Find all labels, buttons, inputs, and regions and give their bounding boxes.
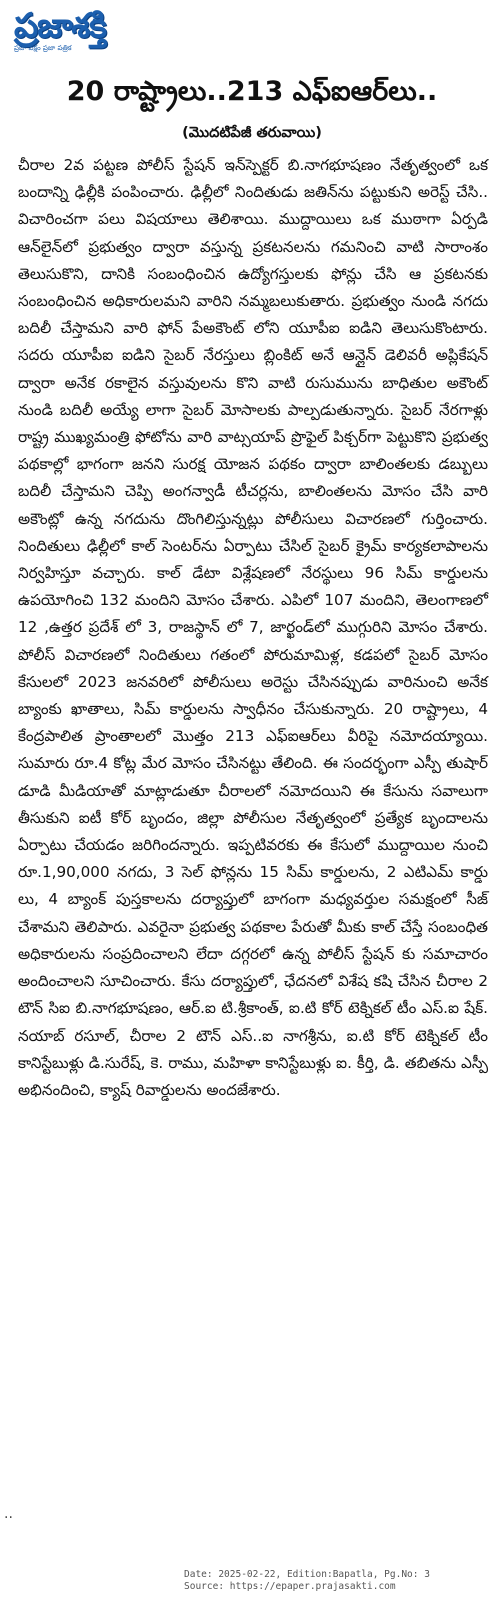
logo-tagline: ప్రజా పక్షం ప్రజా పత్రిక — [14, 44, 72, 52]
article-headline: 20 రాష్ట్రాలు..213 ఎఫ్‌ఐఆర్‌లు.. — [66, 76, 438, 107]
article-body — [18, 152, 488, 1104]
footer-source-line: Source: https://epaper.prajasakti.com — [184, 1581, 396, 1592]
article-paragraph: చీరాల 2వ పట్టణ పోలీస్ స్టేషన్ ఇన్‌స్పెక్టర్ బి.నాగభూషణం నేతృత్వంలో ఒక బందాన్ని ఢిల్లీకి పంపించారు. ఢిల్లీలో నిందితుడు జతిన్‌ను పట్టుకుని అరెస్ట్ చేసి.. విచారించగా పలు విషయాలు తెలిశాయి. ముద్దాయిలు ఒక ముఠాగా ఏర్పడి ఆన్‌లైన్‌లో ప్రభుత్వం ద్వారా వస్తున్న ప్రకటనలను గమనించి వాటి సారాంశం తెలుసుకొని, దానికి సంబంధించిన ఉద్యోగస్తులకు ఫోన్లు చేసి ఆ ప్రకటనకు సంబంధించిన అధికారులమని వారిని నమ్మబలుకుతారు. ప్రభుత్వం నుండి నగదు బదిలీ చేస్తామని వారి ఫోన్ పేఅకౌంట్ లోని యూపీఐ ఐడిని తెలుసుకొంటారు. సదరు యూపీఐ ఐడిని సైబర్ నేరస్తులు బ్లింకిట్ అనే ఆన్లైన్ డెలివరీ అప్లికేషన్ ద్వారా అనేక రకాలైన వస్తువులను కొని వాటి రుసుమును బాధితుల అకౌంట్ నుండి బదిలీ అయ్యే లాగా సైబర్ మోసాలకు పాల్పడుతున్నారు. సైబర్ నేరగాళ్లు రాష్ట్ర ముఖ్యమంత్రి ఫోటోను వారి వాట్సయాప్ ప్రొఫైల్ పిక్చర్‌గా పెట్టుకొని ప్రభుత్వ పథకాల్లో భాగంగా జనని సురక్ష యోజన పథకం ద్వారా బాలింతలకు డబ్బులు బదిలీ చేస్తామని చెప్పి అంగన్వాడీ టీచర్లను, బాలింతలను మోసం చేసి వారి అకౌంట్లో ఉన్న నగదును దొంగిలిస్తున్నట్లు పోలీసులు విచారణలో గుర్తించారు. నిందితులు ఢిల్లీలో కాల్ సెంటర్‌ను ఏర్పాటు చేసిల్ సైబర్ క్రైమ్ కార్యకలాపాలను నిర్వహిస్తూ వచ్చారు. కాల్ డేటా విశ్లేషణలో నేరస్థులు 96 సిమ్ కార్డులను ఉపయోగించి 132 మందిని మోసం చేశారు. ఎపిలో 107 మందిని, తెలంగాణలో 12 ,ఉత్తర ప్రదేశ్ లో 3, రాజస్థాన్ లో 7, జార్ఖండ్‌లో ముగ్గురిని మోసం చేశారు. పోలీస్ విచారణలో నిందితులు గతంలో పోరుమామిళ్ల, కడపలో సైబర్ మోసం కేసులలో 2023 జనవరిలో పోలీసులు అరెస్టు చేసినప్పుడు వారినుంచి అనేక బ్యాంకు ఖాతాలు, సిమ్ కార్డులను స్వాధీనం చేసుకున్నారు. 20 రాష్ట్రాలు, 4 కేంద్రపాలిత ప్రాంతాలలో మొత్తం 213 ఎఫ్ఐఆర్‌లు వీరిపై నమోదయ్యాయి. సుమారు రూ.4 కోట్ల మేర మోసం చేసినట్టు తేలింది. ఈ సందర్భంగా ఎస్పీ తుషార్ డూడి మీడియాతో మాట్లాడుతూ చీరాలలో నమోదయిని ఈ కేసును సవాలుగా తీసుకుని ఐటీ కోర్ బృందం, జిల్లా పోలీసుల నేతృత్వంలో ప్రత్యేక బృందాలను ఏర్పాటు చేయడం జరిగిందన్నారు. ఇప్పటివరకు ఈ కేసులో ముద్దాయిల నుంచి రూ.1,90,000 నగదు, 3 సెల్ ఫోన్లను 15 సిమ్ కార్డులను, 2 ఎటిఎమ్ కార్డు లు, 4 బ్యాంక్ పుస్తకాలను దర్యాప్తులో బాగంగా మధ్యవర్తుల సమక్షంలో సీజ్ చేశామని తెలిపారు. ఎవరైనా ప్రభుత్వ పథకాల పేరుతో మీకు కాల్ చేస్తే సంబంధిత అధికారులను సంప్రదించాలని లేదా దగ్గరలో ఉన్న పోలీస్ స్టేషన్ కు సమాచారం అందించాలని సూచించారు. కేసు దర్యాప్తులో, ఛేదనలో విశేష కషి చేసిన చీరాల 2 టౌన్ సిఐ బి.నాగభూషణం, ఆర్.ఐ టి.శ్రీకాంత్, ఐ.టి కోర్ టెక్నికల్ టీం ఎస్.ఐ షేక్. నయాబ్ రసూల్, చీరాల 2 టౌన్ ఎస్..ఐ నాగశ్రీను, ఐ.టి కోర్ టెక్నికల్ టీం కానిస్టేబుళ్లు డి.సురేష్, కె. రాము, మహిళా కానిస్టేబుళ్లు ఐ. కీర్తి, డి. తబితను ఎస్పీ అభినందించి, క్యాష్ రివార్డులను అందజేశారు. — [18, 156, 488, 1099]
logo-wordmark: ప్రజాశక్తి — [14, 6, 106, 46]
epaper-footer — [184, 1569, 494, 1593]
footer-date-line: Date: 2025-02-22, Edition:Bapatla, Pg.No: 3 — [184, 1569, 430, 1580]
masthead-logo — [14, 6, 154, 64]
margin-mark: .. — [4, 1506, 13, 1522]
continuation-note: (మొదటిపేజీ తరువాయి) — [182, 125, 322, 141]
